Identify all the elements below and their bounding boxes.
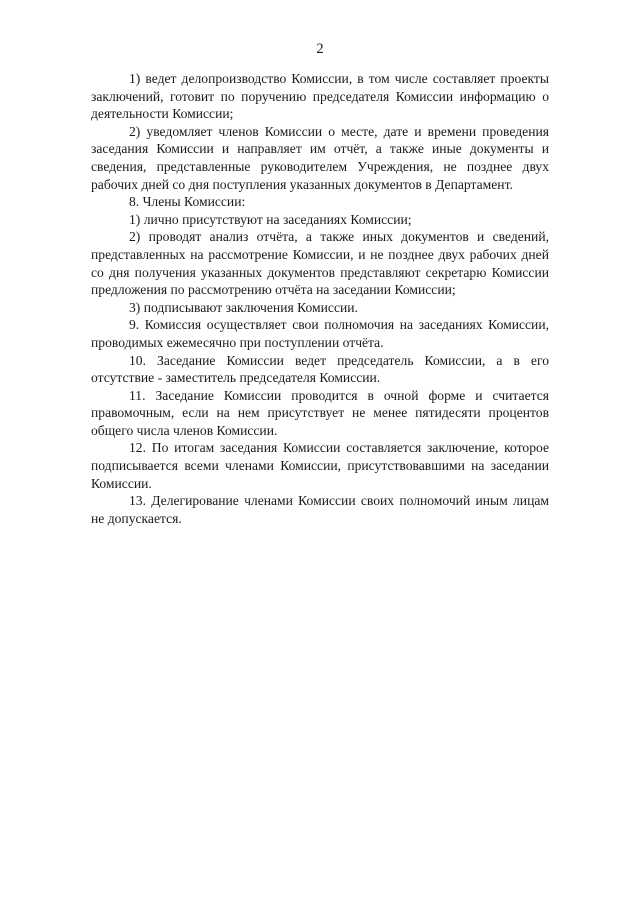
paragraph-member-duty-3: 3) подписывают заключения Комиссии. bbox=[129, 299, 358, 315]
paragraph-section-10: 10. Заседание Комиссии ведет председатель Комиссии, а в его отсутствие - заместитель председателя Комиссии. bbox=[91, 352, 549, 386]
paragraph-secretary-duty-1: 1) ведет делопроизводство Комиссии, в том числе составляет проекты заключений, готовит по поручению председателя Комиссии информацию о деятельности Комиссии; bbox=[91, 71, 549, 122]
paragraph-member-duty-1: 1) лично присутствуют на заседаниях Комиссии; bbox=[129, 211, 412, 227]
paragraph-section-8-heading: 8. Члены Комиссии: bbox=[129, 194, 246, 210]
paragraph-secretary-duty-2: 2) уведомляет членов Комиссии о месте, дате и времени проведения заседания Комиссии и направляет им отчёт, а также иные документы и сведения, представленные руководителем Учреждения, не позднее двух рабочих дней со дня поступления указанных документов в Департамент. bbox=[91, 123, 549, 192]
paragraph-section-11: 11. Заседание Комиссии проводится в очной форме и считается правомочным, если на нем присутствует не менее пятидесяти процентов общего числа членов Комиссии. bbox=[91, 387, 549, 438]
paragraph-section-9: 9. Комиссия осуществляет свои полномочия на заседаниях Комиссии, проводимых ежемесячно при поступлении отчёта. bbox=[91, 317, 549, 350]
document-body bbox=[91, 70, 549, 527]
paragraph-member-duty-2: 2) проводят анализ отчёта, а также иных документов и сведений, представленных на рассмотрение Комиссии, и не позднее двух рабочих дней со дня получения указанных документов представляют секретарю Комиссии предложения по рассмотрению отчёта на заседании Комиссии; bbox=[91, 229, 549, 298]
paragraph-section-12: 12. По итогам заседания Комиссии составляется заключение, которое подписывается всеми членами Комиссии, присутствовавшими на заседании Комиссии. bbox=[91, 440, 549, 491]
page-number: 2 bbox=[316, 41, 324, 57]
paragraph-section-13: 13. Делегирование членами Комиссии своих полномочий иным лицам не допускается. bbox=[91, 493, 549, 526]
